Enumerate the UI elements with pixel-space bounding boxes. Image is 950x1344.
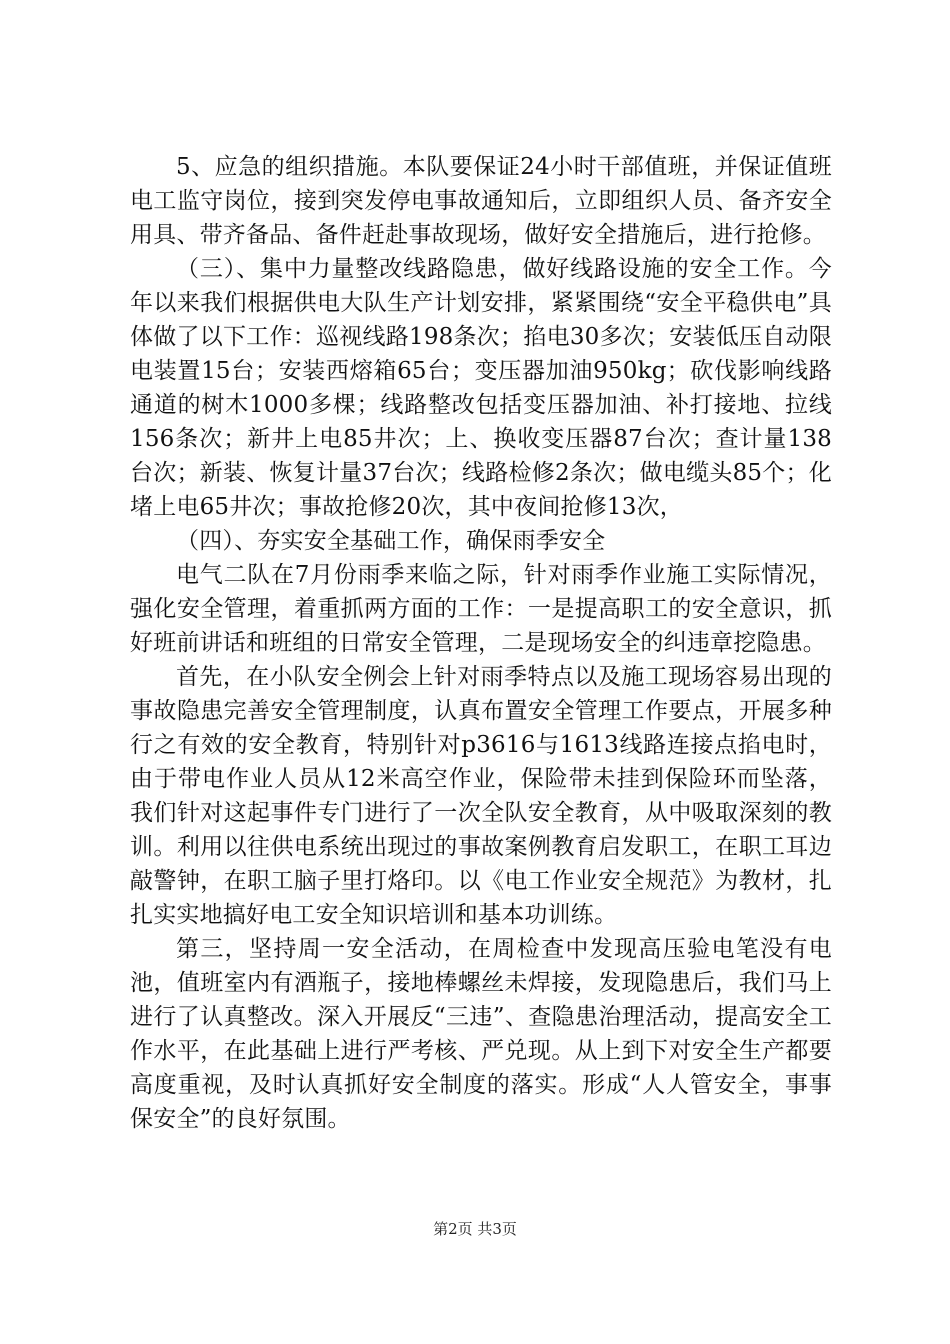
paragraph-third: 第三，坚持周一安全活动，在周检查中发现高压验电笔没有电池，值班室内有酒瓶子，接地棒螺丝未焊接，发现隐患后，我们马上进行了认真整改。深入开展反“三违”、查隐患治理活动，提高安全工作水平，在此基础上进行严考核、严兑现。从上到下对安全生产都要高度重视，及时认真抓好安全制度的落实。形成“人人管安全，事事保安全”的良好氛围。 bbox=[130, 936, 832, 1132]
paragraph-team-two: 电气二队在7月份雨季来临之际，针对雨季作业施工实际情况，强化安全管理，着重抓两方面的工作：一是提高职工的安全意识，抓好班前讲话和班组的日常安全管理，二是现场安全的纠违章挖隐患。 bbox=[130, 562, 832, 656]
document-body bbox=[130, 150, 832, 1136]
paragraph-emergency-measures: 5、应急的组织措施。本队要保证24小时干部值班，并保证值班电工监守岗位，接到突发停电事故通知后，立即组织人员、备齐安全用具、带齐备品、备件赶赴事故现场，做好安全措施后，进行抢修。 bbox=[130, 154, 832, 248]
paragraph-first: 首先，在小队安全例会上针对雨季特点以及施工现场容易出现的事故隐患完善安全管理制度，认真布置安全管理工作要点，开展多种行之有效的安全教育，特别针对p3616与1613线路连接点掐电时，由于带电作业人员从12米高空作业，保险带未挂到保险环而坠落，我们针对这起事件专门进行了一次全队安全教育，从中吸取深刻的教训。利用以往供电系统出现过的事故案例教育启发职工，在职工耳边敲警钟，在职工脑子里打烙印。以《电工作业安全规范》为教材，扎扎实实地搞好电工安全知识培训和基本功训练。 bbox=[130, 664, 832, 928]
paragraph-rainy-season-heading: （四）、夯实安全基础工作，确保雨季安全 bbox=[176, 528, 606, 554]
paragraph-line-hazards: （三）、集中力量整改线路隐患，做好线路设施的安全工作。今年以来我们根据供电大队生产计划安排，紧紧围绕“安全平稳供电”具体做了以下工作：巡视线路198条次；掐电30多次；安装低压自动限电装置15台；安装西熔箱65台；变压器加油950kg；砍伐影响线路通道的树木1000多棵；线路整改包括变压器加油、补打接地、拉线156条次；新井上电85井次；上、换收变压器87台次；查计量138台次；新装、恢复计量37台次；线路检修2条次；做电缆头85个；化堵上电65井次；事故抢修20次，其中夜间抢修13次， bbox=[130, 256, 832, 520]
page-footer: 第2页 共3页 bbox=[433, 1220, 517, 1238]
